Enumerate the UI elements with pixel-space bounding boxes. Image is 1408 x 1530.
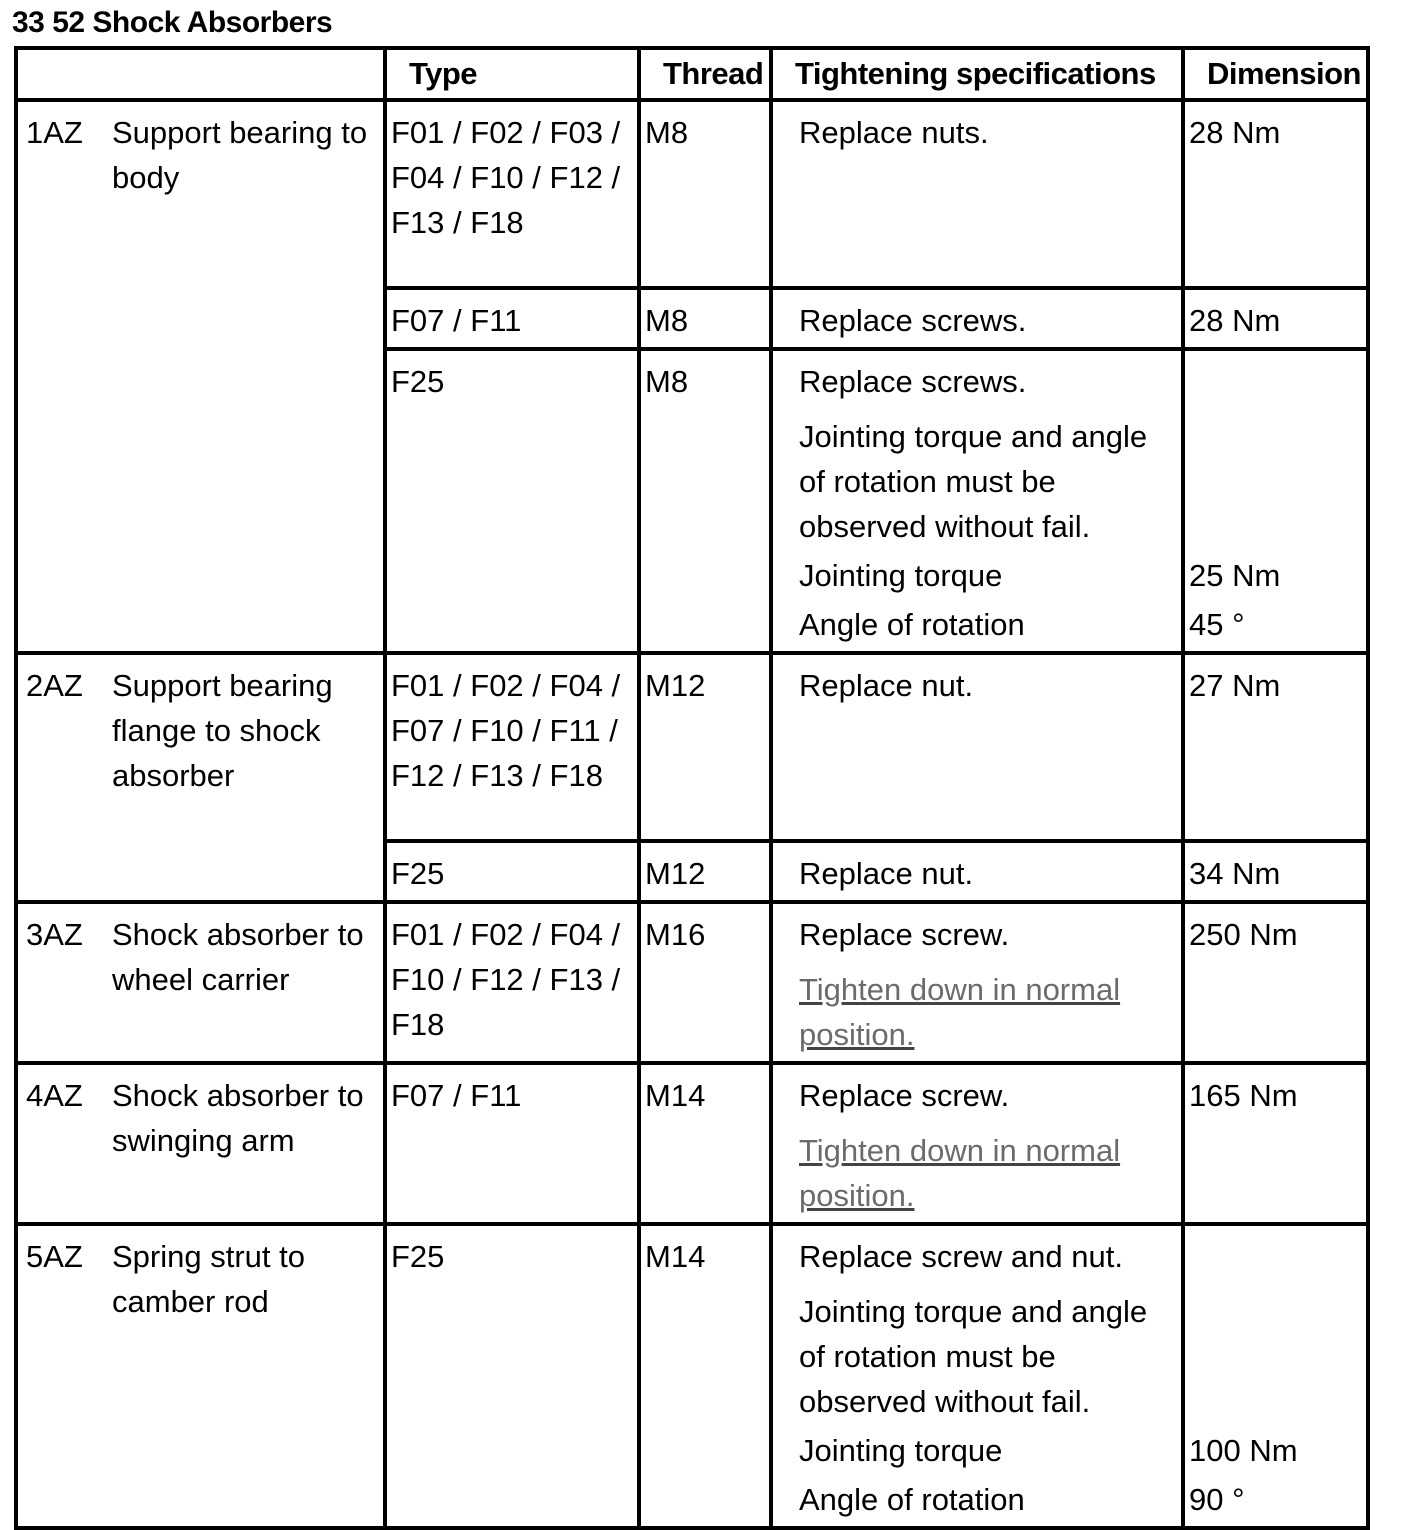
type-cell: F01 / F02 / F04 / F10 / F12 / F13 / F18 [385,902,639,1063]
spec-cell [771,902,1183,1063]
type-cell: F07 / F11 [385,288,639,349]
position-cell [16,653,385,902]
table-row [16,100,1368,288]
torque-spec-table [14,46,1370,1530]
position-cell [16,1224,385,1528]
spec-note: Jointing torque and angle of rotation must be observed without fail. [799,419,1148,544]
spec-line: Replace screw and nut. [799,1239,1123,1274]
spec-cell: Replace nut. [771,841,1183,902]
thread-cell: M12 [639,653,771,841]
spec-line: Replace screw. [799,1078,1010,1113]
normal-position-link[interactable]: Tighten down in normal position. [799,1133,1121,1213]
dimension-cell: 27 Nm [1183,653,1368,841]
dimension-cell: 34 Nm [1183,841,1368,902]
spec-line: Replace screws. [799,364,1027,399]
header-tightening-specifications: Tightening specifications [771,48,1183,100]
dimension-cell [1183,1224,1368,1528]
dimension-cell [1183,349,1368,653]
type-cell: F01 / F02 / F03 / F04 / F10 / F12 / F13 / F18 [385,100,639,288]
type-cell: F25 [385,1224,639,1528]
type-cell: F25 [385,841,639,902]
thread-cell: M14 [639,1224,771,1528]
position-cell [16,902,385,1063]
spec-jointing-torque: Jointing torque [799,1433,1003,1468]
normal-position-link[interactable]: Tighten down in normal position. [799,972,1121,1052]
position-code: 5AZ [26,1239,83,1274]
header-position [16,48,385,100]
table-header-row [16,48,1368,100]
type-cell: F07 / F11 [385,1063,639,1224]
position-code: 4AZ [26,1078,83,1113]
spec-jointing-torque: Jointing torque [799,558,1003,593]
spec-cell [771,349,1183,653]
position-description: Spring strut to camber rod [112,1239,305,1319]
spec-angle-of-rotation: Angle of rotation [799,607,1025,642]
dimension-jointing-torque: 25 Nm [1189,558,1281,593]
position-code: 3AZ [26,917,83,952]
spec-cell: Replace nut. [771,653,1183,841]
dimension-jointing-torque: 100 Nm [1189,1433,1298,1468]
thread-cell: M8 [639,349,771,653]
table-row [16,653,1368,841]
type-cell: F01 / F02 / F04 / F07 / F10 / F11 / F12 / F13 / F18 [385,653,639,841]
thread-cell: M8 [639,288,771,349]
table-row [16,1224,1368,1528]
page-title: 33 52 Shock Absorbers [12,6,333,39]
dimension-angle-of-rotation: 90 ° [1189,1482,1245,1517]
thread-cell: M8 [639,100,771,288]
spec-line: Replace screw. [799,917,1010,952]
header-thread: Thread [639,48,771,100]
dimension-angle-of-rotation: 45 ° [1189,607,1245,642]
spec-cell [771,1224,1183,1528]
position-description: Support bearing flange to shock absorber [112,668,333,793]
table-row [16,1063,1368,1224]
dimension-cell: 28 Nm [1183,100,1368,288]
thread-cell: M12 [639,841,771,902]
position-description: Shock absorber to wheel carrier [112,917,364,997]
spec-angle-of-rotation: Angle of rotation [799,1482,1025,1517]
thread-cell: M16 [639,902,771,1063]
dimension-cell: 165 Nm [1183,1063,1368,1224]
table-row [16,902,1368,1063]
position-cell [16,100,385,653]
spec-cell: Replace nuts. [771,100,1183,288]
spec-cell: Replace screws. [771,288,1183,349]
thread-cell: M14 [639,1063,771,1224]
header-type: Type [385,48,639,100]
dimension-cell: 250 Nm [1183,902,1368,1063]
dimension-cell: 28 Nm [1183,288,1368,349]
position-code: 1AZ [26,115,83,150]
spec-cell [771,1063,1183,1224]
header-dimension: Dimension [1183,48,1368,100]
type-cell: F25 [385,349,639,653]
position-code: 2AZ [26,668,83,703]
position-cell [16,1063,385,1224]
position-description: Support bearing to body [112,115,368,195]
spec-note: Jointing torque and angle of rotation must be observed without fail. [799,1294,1148,1419]
position-description: Shock absorber to swinging arm [112,1078,364,1158]
